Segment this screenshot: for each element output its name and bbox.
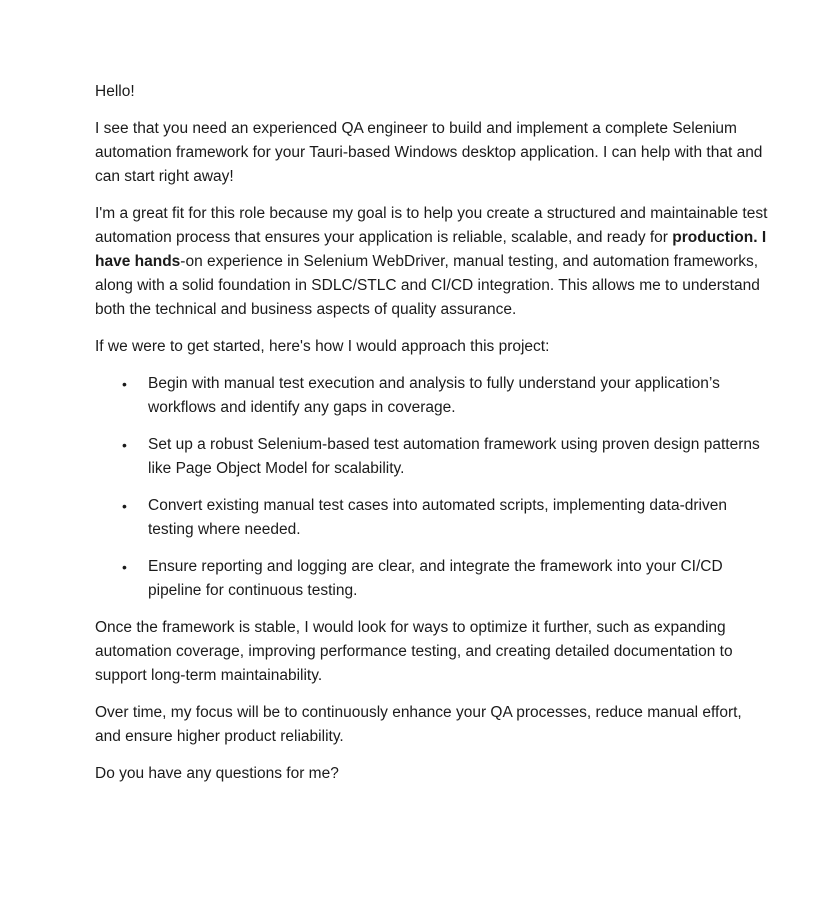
list-item [95, 555, 769, 603]
paragraph-fit [95, 202, 769, 322]
list-item [95, 372, 769, 420]
paragraph-approach-intro: If we were to get started, here's how I would approach this project: [95, 338, 550, 355]
closing-question: Do you have any questions for me? [95, 765, 339, 782]
list-item [95, 494, 769, 542]
bullet-icon: • [122, 498, 127, 514]
bullet-icon: • [122, 559, 127, 575]
paragraph-fit-text-2: -on experience in Selenium WebDriver, manual testing, and automation frameworks, along with a solid foundation in SDLC/STLC and CI/CD integration. This allows me to understand both the technical and business aspects of quality assurance. [95, 253, 760, 318]
list-item [95, 433, 769, 481]
bullet-icon: • [122, 437, 127, 453]
list-item-text: Set up a robust Selenium-based test automation framework using proven design patterns like Page Object Model for scalability. [148, 436, 760, 477]
list-item-text: Begin with manual test execution and analysis to fully understand your application’s workflows and identify any gaps in coverage. [148, 375, 720, 416]
greeting: Hello! [95, 83, 135, 100]
paragraph-optimize: Once the framework is stable, I would look for ways to optimize it further, such as expanding automation coverage, improving performance testing, and creating detailed documentation to support long-term maintainability. [95, 619, 733, 684]
paragraph-fit-text-1: I'm a great fit for this role because my goal is to help you create a structured and maintainable test automation process that ensures your application is reliable, scalable, and ready for [95, 205, 768, 246]
list-item-text: Ensure reporting and logging are clear, and integrate the framework into your CI/CD pipeline for continuous testing. [148, 558, 723, 599]
bullet-icon: • [122, 376, 127, 392]
approach-list [95, 372, 769, 603]
paragraph-fit-bold-text: production. I have hands [95, 229, 767, 270]
paragraph-over-time: Over time, my focus will be to continuously enhance your QA processes, reduce manual effort, and ensure higher product reliability. [95, 704, 742, 745]
list-item-text: Convert existing manual test cases into automated scripts, implementing data-driven testing where needed. [148, 497, 727, 538]
paragraph-intro: I see that you need an experienced QA engineer to build and implement a complete Selenium automation framework for your Tauri-based Windows desktop application. I can help with that and can start right away! [95, 120, 763, 185]
